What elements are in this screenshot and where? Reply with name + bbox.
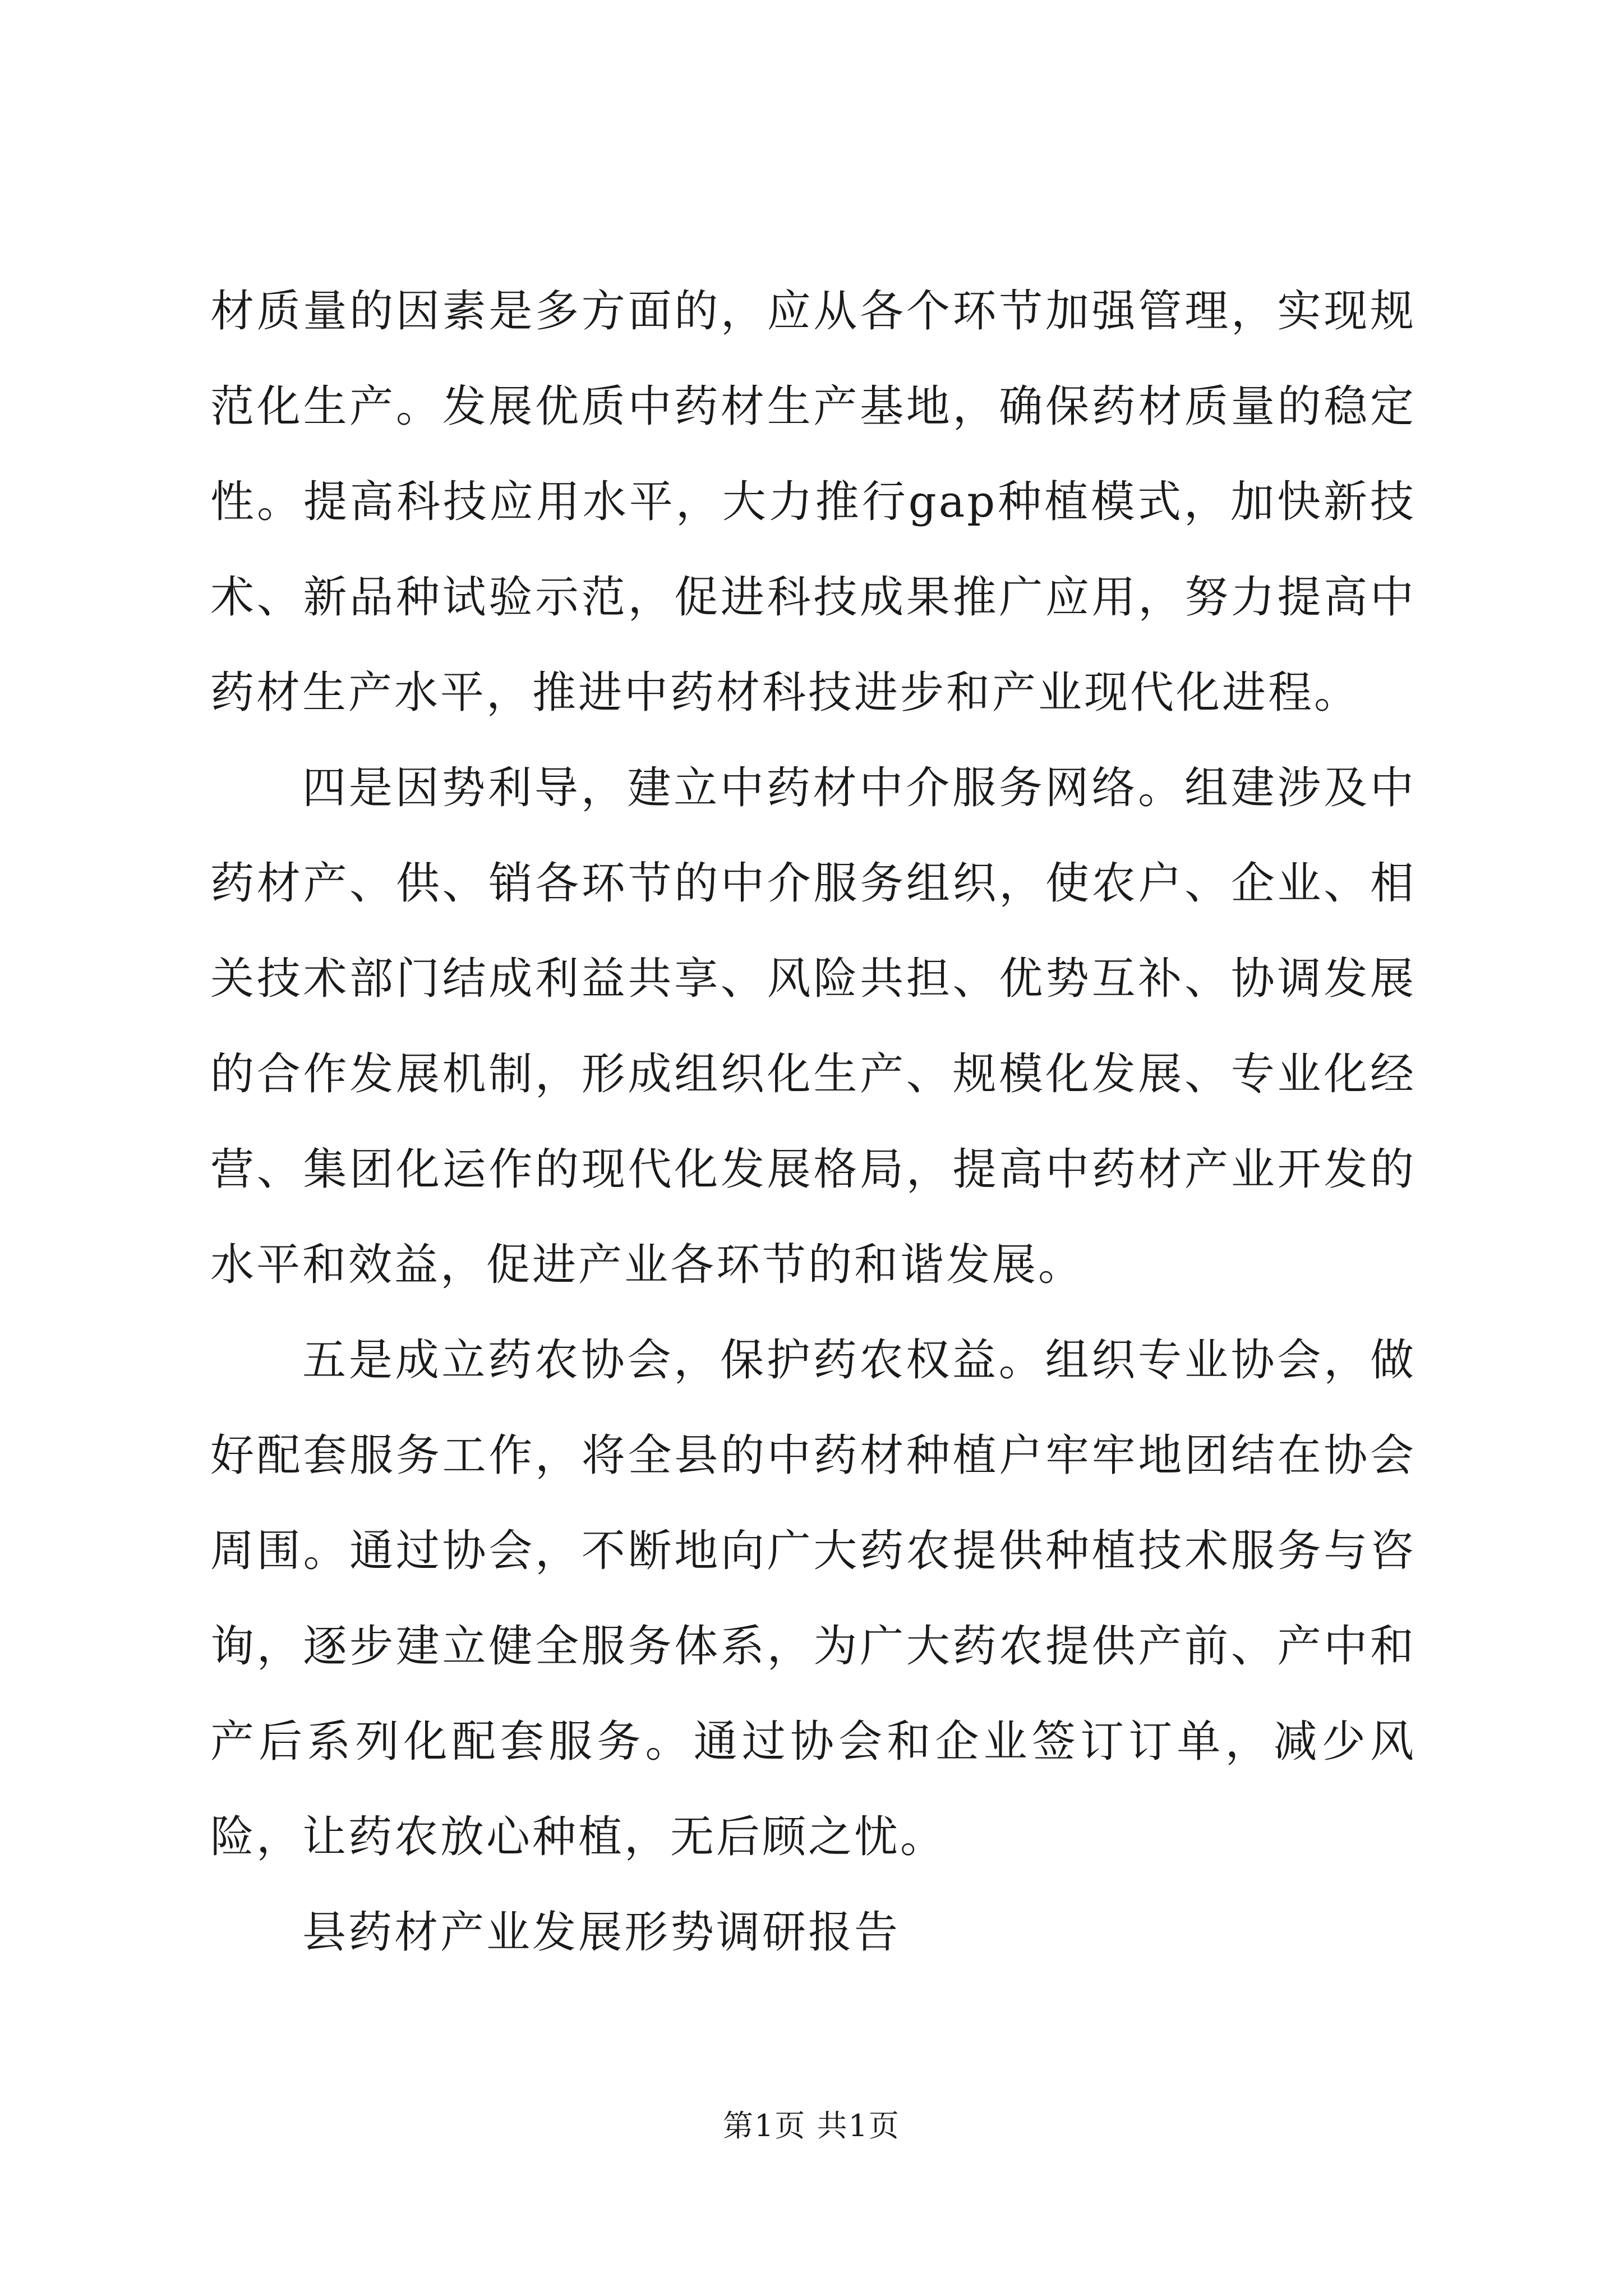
paragraph-point-five: 五是成立药农协会，保护药农权益。组织专业协会，做好配套服务工作，将全县的中药材种植户牢牢地团结在协会周围。通过协会，不断地向广大药农提供种植技术服务与咨询，逐步建立健全服务体系，为广大药农提供产前、产中和产后系列化配套服务。通过协会和企业签订订单，减少风险，让药农放心种植，无后顾之忧。: [210, 1335, 1416, 1862]
paragraph-point-four: 四是因势利导，建立中药材中介服务网络。组建涉及中药材产、供、销各环节的中介服务组织，使农户、企业、相关技术部门结成利益共享、风险共担、优势互补、协调发展的合作发展机制，形成组织化生产、规模化发展、专业化经营、集团化运作的现代化发展格局，提高中药材产业开发的水平和效益，促进产业各环节的和谐发展。: [210, 763, 1416, 1290]
page-footer: 第1页 共1页: [723, 2108, 900, 2143]
document-title-line: 县药材产业发展形势调研报告: [302, 1907, 901, 1958]
paragraph-continuation: 材质量的因素是多方面的，应从各个环节加强管理，实现规范化生产。发展优质中药材生产基地，确保药材质量的稳定性。提高科技应用水平，大力推行gap种植模式，加快新技术、新品种试验示范，促进科技成果推广应用，努力提高中药材生产水平，推进中药材科技进步和产业现代化进程。: [210, 286, 1416, 718]
document-body: [210, 264, 1416, 1980]
